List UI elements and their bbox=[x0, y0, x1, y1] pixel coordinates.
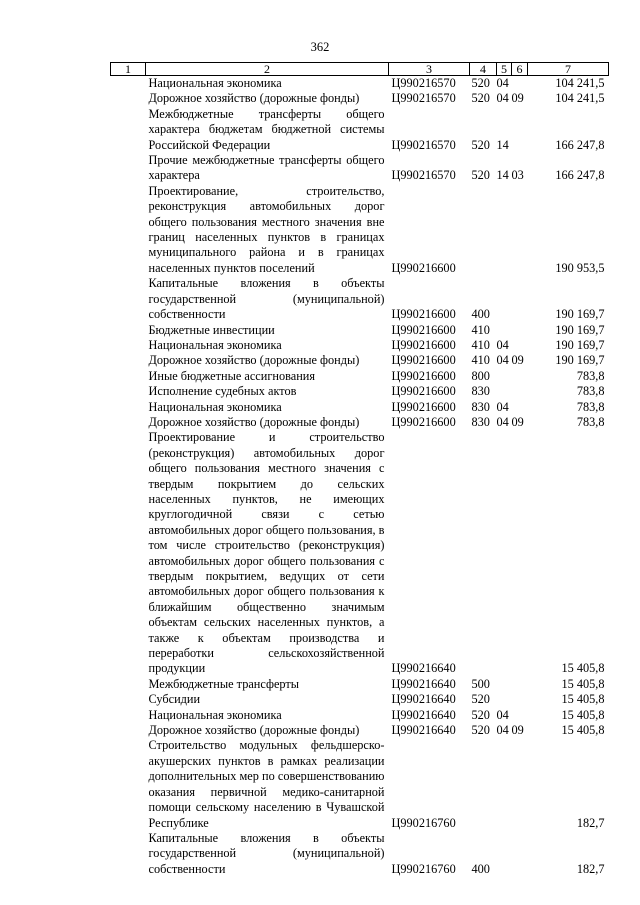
row-subsection: 03 bbox=[511, 168, 524, 183]
row-name: Национальная экономика bbox=[148, 707, 282, 722]
row-col-1 bbox=[111, 831, 146, 877]
row-expense-type: 830 bbox=[471, 384, 490, 399]
row-expense-type: 410 bbox=[471, 322, 490, 337]
header-col-1: 1 bbox=[111, 63, 146, 76]
table-row bbox=[111, 738, 609, 830]
row-col-1 bbox=[111, 384, 146, 399]
row-expense-type: 520 bbox=[471, 76, 490, 90]
row-col-1 bbox=[111, 153, 146, 184]
row-amount: 783,8 bbox=[576, 414, 605, 429]
row-amount: 104 241,5 bbox=[555, 76, 605, 90]
row-name: Бюджетные инвестиции bbox=[148, 322, 275, 337]
row-expense-type: 520 bbox=[471, 168, 490, 183]
row-name: Национальная экономика bbox=[148, 337, 282, 352]
row-col-1 bbox=[111, 276, 146, 322]
row-expense-type: 520 bbox=[471, 707, 490, 722]
row-subsection bbox=[512, 677, 528, 692]
row-name: Иные бюджетные ассигнования bbox=[148, 368, 316, 383]
row-amount: 166 247,8 bbox=[555, 137, 605, 152]
row-col-1 bbox=[111, 107, 146, 153]
row-amount: 783,8 bbox=[576, 399, 605, 414]
row-subsection bbox=[512, 276, 528, 322]
table-row bbox=[111, 831, 609, 877]
row-expense-type: 520 bbox=[471, 723, 490, 738]
row-section: 04 bbox=[496, 353, 509, 368]
row-expense-type bbox=[470, 184, 497, 276]
row-section: 04 bbox=[496, 707, 509, 722]
row-amount: 190 169,7 bbox=[555, 353, 605, 368]
row-expense-type bbox=[470, 738, 497, 830]
table-row bbox=[111, 276, 609, 322]
header-col-7: 7 bbox=[528, 63, 609, 76]
row-amount: 104 241,5 bbox=[555, 91, 605, 106]
row-expense-type: 400 bbox=[471, 307, 490, 322]
row-expense-type: 520 bbox=[471, 91, 490, 106]
row-subsection: 09 bbox=[511, 353, 524, 368]
row-amount: 190 953,5 bbox=[555, 260, 605, 275]
row-target-code: Ц990216600 bbox=[391, 384, 456, 399]
row-name: Прочие межбюджетные трансферты общего характера bbox=[148, 153, 385, 183]
row-target-code: Ц990216600 bbox=[391, 399, 456, 414]
row-target-code: Ц990216640 bbox=[391, 723, 456, 738]
row-col-1 bbox=[111, 738, 146, 830]
row-target-code: Ц990216570 bbox=[391, 168, 456, 183]
row-section bbox=[497, 430, 512, 677]
row-target-code: Ц990216600 bbox=[391, 337, 456, 352]
row-target-code: Ц990216600 bbox=[391, 368, 456, 383]
row-section bbox=[497, 692, 512, 707]
row-expense-type: 400 bbox=[471, 861, 490, 876]
row-target-code: Ц990216570 bbox=[391, 91, 456, 106]
header-row bbox=[111, 63, 609, 76]
row-section: 04 bbox=[496, 399, 509, 414]
row-target-code: Ц990216640 bbox=[391, 661, 456, 676]
table-row bbox=[111, 91, 609, 106]
row-expense-type: 830 bbox=[471, 414, 490, 429]
row-name: Национальная экономика bbox=[148, 399, 282, 414]
row-target-code: Ц990216600 bbox=[391, 322, 456, 337]
row-section bbox=[497, 677, 512, 692]
row-subsection: 09 bbox=[511, 414, 524, 429]
row-col-1 bbox=[111, 677, 146, 692]
row-target-code: Ц990216600 bbox=[391, 307, 456, 322]
header-col-6: 6 bbox=[512, 63, 528, 76]
row-section bbox=[497, 384, 512, 399]
row-subsection bbox=[512, 400, 528, 415]
table-header bbox=[111, 63, 609, 76]
row-section: 04 bbox=[496, 414, 509, 429]
row-amount: 190 169,7 bbox=[555, 337, 605, 352]
row-target-code: Ц990216760 bbox=[391, 815, 456, 830]
table-row bbox=[111, 107, 609, 153]
row-expense-type bbox=[470, 430, 497, 677]
row-name: Дорожное хозяйство (дорожные фонды) bbox=[148, 414, 360, 429]
row-amount: 182,7 bbox=[576, 815, 605, 830]
row-section bbox=[497, 369, 512, 384]
row-subsection: 09 bbox=[511, 723, 524, 738]
row-col-1 bbox=[111, 91, 146, 106]
row-subsection bbox=[512, 708, 528, 723]
row-target-code: Ц990216600 bbox=[391, 414, 456, 429]
row-section bbox=[497, 184, 512, 276]
row-amount: 783,8 bbox=[576, 368, 605, 383]
row-target-code: Ц990216570 bbox=[391, 137, 456, 152]
row-col-1 bbox=[111, 353, 146, 368]
row-subsection bbox=[512, 107, 528, 153]
row-section bbox=[497, 323, 512, 338]
row-name: Дорожное хозяйство (дорожные фонды) bbox=[148, 723, 360, 738]
row-col-1 bbox=[111, 723, 146, 738]
row-expense-type: 410 bbox=[471, 353, 490, 368]
row-name: Капитальные вложения в объекты государственной (муниципальной) собственности bbox=[148, 276, 385, 322]
row-target-code: Ц990216760 bbox=[391, 861, 456, 876]
row-section: 04 bbox=[496, 723, 509, 738]
row-amount: 190 169,7 bbox=[555, 322, 605, 337]
table-row bbox=[111, 338, 609, 353]
row-amount: 182,7 bbox=[576, 861, 605, 876]
row-amount: 166 247,8 bbox=[555, 168, 605, 183]
row-col-1 bbox=[111, 76, 146, 92]
row-name: Дорожное хозяйство (дорожные фонды) bbox=[148, 353, 360, 368]
row-subsection bbox=[512, 184, 528, 276]
table-row bbox=[111, 400, 609, 415]
row-name: Субсидии bbox=[148, 692, 201, 707]
page-number: 362 bbox=[310, 40, 330, 54]
row-target-code: Ц990216600 bbox=[391, 353, 456, 368]
row-target-code: Ц990216640 bbox=[391, 707, 456, 722]
budget-table bbox=[110, 62, 609, 877]
row-amount: 15 405,8 bbox=[561, 723, 605, 738]
row-expense-type: 410 bbox=[471, 337, 490, 352]
row-section: 04 bbox=[496, 91, 509, 106]
row-name: Исполнение судебных актов bbox=[148, 384, 297, 399]
table-row bbox=[111, 723, 609, 738]
table-row bbox=[111, 692, 609, 707]
table-row bbox=[111, 430, 609, 677]
header-col-2: 2 bbox=[146, 63, 389, 76]
table-row bbox=[111, 415, 609, 430]
row-target-code: Ц990216640 bbox=[391, 692, 456, 707]
table-body bbox=[111, 76, 609, 878]
row-section: 14 bbox=[496, 137, 509, 152]
row-expense-type: 520 bbox=[471, 137, 490, 152]
row-col-1 bbox=[111, 708, 146, 723]
row-name: Проектирование и строительство (реконструкция) автомобильных дорог общего пользования местного значения с твердым покрытием до сельских населенных пунктов, не имеющих круглогодичной связи с сетью автомобильных дорог общего пользования, в том числе строительство (реконструкция) автомобильных дорог общего пользования с твердым покрытием, ведущих от сети автомобильных дорог общего пользования к ближайшим общественно значимым объектам сельских населенных пунктов, а также к объектам производства и переработки сельскохозяйственной продукции bbox=[148, 430, 385, 676]
table-row bbox=[111, 384, 609, 399]
row-subsection bbox=[512, 76, 528, 92]
row-name: Строительство модульных фельдшерско-акушерских пунктов в рамках реализации дополнительных мер по совершенствованию оказания первичной медико-санитарной помощи сельскому населению в Чувашской Республике bbox=[148, 738, 385, 830]
row-col-1 bbox=[111, 369, 146, 384]
row-target-code: Ц990216600 bbox=[391, 260, 456, 275]
row-col-1 bbox=[111, 184, 146, 276]
row-amount: 15 405,8 bbox=[561, 692, 605, 707]
row-col-1 bbox=[111, 338, 146, 353]
row-amount: 15 405,8 bbox=[561, 707, 605, 722]
row-col-1 bbox=[111, 415, 146, 430]
row-amount: 190 169,7 bbox=[555, 307, 605, 322]
row-amount: 783,8 bbox=[576, 384, 605, 399]
row-subsection bbox=[512, 831, 528, 877]
row-name: Национальная экономика bbox=[148, 76, 282, 90]
row-name: Межбюджетные трансферты общего характера бюджетам бюджетной системы Российской Федерации bbox=[148, 106, 385, 152]
row-amount: 15 405,8 bbox=[561, 676, 605, 691]
table-row bbox=[111, 677, 609, 692]
row-subsection bbox=[512, 384, 528, 399]
table-row bbox=[111, 369, 609, 384]
row-expense-type: 500 bbox=[471, 676, 490, 691]
row-section: 04 bbox=[496, 76, 509, 90]
table-row bbox=[111, 184, 609, 276]
row-subsection bbox=[512, 338, 528, 353]
row-subsection: 09 bbox=[511, 91, 524, 106]
row-col-1 bbox=[111, 692, 146, 707]
row-section bbox=[497, 276, 512, 322]
header-col-3: 3 bbox=[389, 63, 470, 76]
row-col-1 bbox=[111, 400, 146, 415]
row-col-1 bbox=[111, 323, 146, 338]
row-name: Проектирование, строительство, реконструкция автомобильных дорог общего пользования местного значения вне границ населенных пунктов в границах муниципального района и в границах населенных пунктов поселений bbox=[148, 183, 385, 275]
row-subsection bbox=[512, 692, 528, 707]
row-name: Капитальные вложения в объекты государственной (муниципальной) собственности bbox=[148, 830, 385, 876]
header-col-4: 4 bbox=[470, 63, 497, 76]
row-section bbox=[497, 831, 512, 877]
row-name: Межбюджетные трансферты bbox=[148, 676, 300, 691]
row-expense-type: 800 bbox=[471, 368, 490, 383]
row-subsection bbox=[512, 369, 528, 384]
row-target-code: Ц990216570 bbox=[391, 76, 456, 90]
row-target-code: Ц990216640 bbox=[391, 676, 456, 691]
table-row bbox=[111, 708, 609, 723]
row-section: 14 bbox=[496, 168, 509, 183]
row-col-1 bbox=[111, 430, 146, 677]
row-amount: 15 405,8 bbox=[561, 661, 605, 676]
table-row bbox=[111, 76, 609, 92]
row-subsection bbox=[512, 430, 528, 677]
row-section bbox=[497, 738, 512, 830]
table-row bbox=[111, 323, 609, 338]
header-col-5: 5 bbox=[497, 63, 512, 76]
row-subsection bbox=[512, 323, 528, 338]
table-row bbox=[111, 353, 609, 368]
row-subsection bbox=[512, 738, 528, 830]
row-expense-type: 830 bbox=[471, 399, 490, 414]
row-name: Дорожное хозяйство (дорожные фонды) bbox=[148, 91, 360, 106]
row-expense-type: 520 bbox=[471, 692, 490, 707]
row-section: 04 bbox=[496, 337, 509, 352]
table-row bbox=[111, 153, 609, 184]
